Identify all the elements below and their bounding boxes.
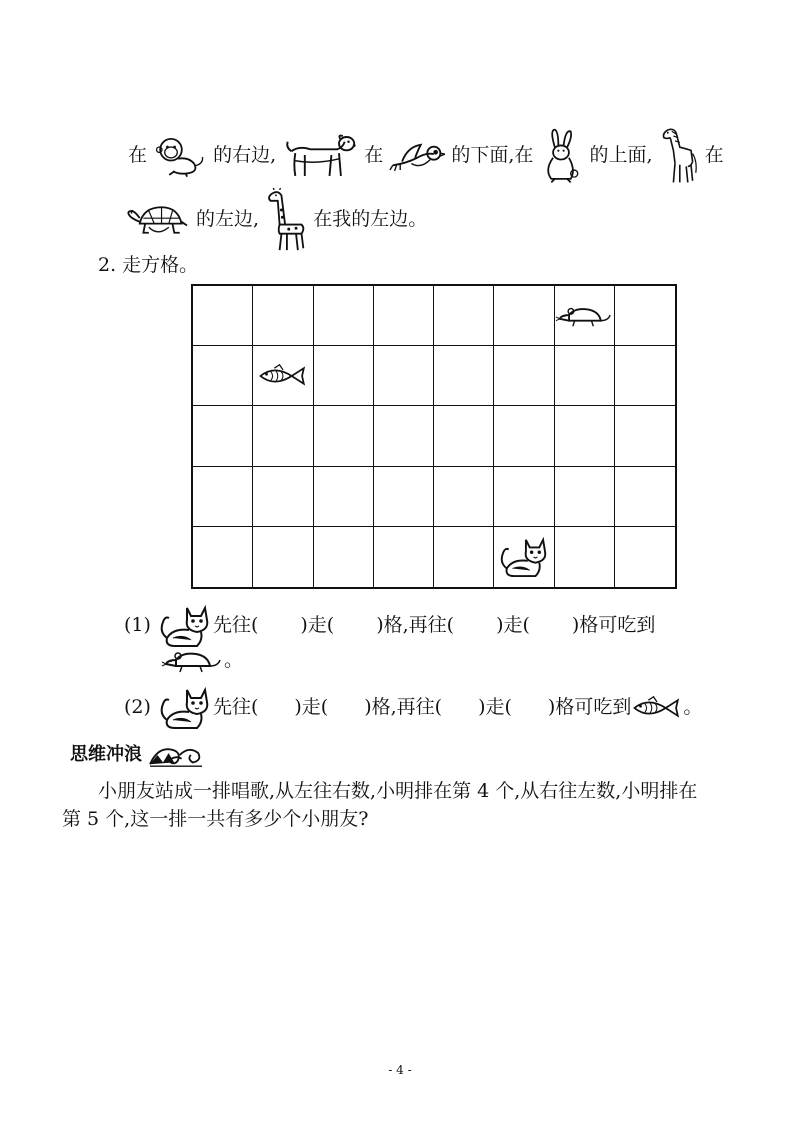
grid-cell: [374, 527, 434, 587]
text-below: 的下面,在: [451, 144, 534, 166]
text-go: )走(: [300, 614, 335, 636]
fish-icon: [631, 695, 683, 721]
mouse-icon: [160, 646, 224, 676]
text-first-go: 先往(: [212, 696, 259, 718]
text-zai: 在: [364, 144, 384, 166]
grid-cell: [314, 286, 374, 346]
grid-cell: [434, 527, 494, 587]
text-zai: 在: [128, 144, 148, 166]
text-go: )走(: [294, 696, 329, 718]
grid-cell: [193, 467, 253, 527]
text-period: 。: [224, 649, 244, 671]
text-right-side: 的右边,: [213, 144, 277, 166]
thinking-heading: [70, 742, 204, 768]
grid-cell: [314, 467, 374, 527]
cat-icon: [157, 686, 213, 730]
section-title: 思维冲浪: [70, 744, 142, 765]
dog-icon: [282, 132, 358, 180]
grid-cell: [193, 346, 253, 406]
grid-cell: [314, 406, 374, 466]
grid-cell: [555, 467, 615, 527]
text-grid-then: )格,再往(: [364, 696, 443, 718]
monkey-icon: [153, 133, 207, 179]
grid-cell: [253, 346, 313, 406]
text-my-left: 在我的左边。: [313, 208, 428, 230]
q2-part1-target: [160, 646, 243, 676]
grid-cell: [434, 346, 494, 406]
text-zai: 在: [704, 144, 724, 166]
grid-cell: [615, 406, 675, 466]
grid-cell: [374, 286, 434, 346]
grid-cell: [494, 467, 554, 527]
grid-cell: [374, 346, 434, 406]
thinking-para-line1: 小朋友站成一排唱歌,从左往右数,小明排在第 4 个,从右往左数,小明排在: [98, 780, 698, 802]
grid-cell: [253, 286, 313, 346]
grid-cell: [555, 406, 615, 466]
grid-cell: [434, 406, 494, 466]
q2-title: 2. 走方格。: [98, 254, 199, 276]
rabbit-icon: [539, 127, 583, 185]
grid-cell: [494, 346, 554, 406]
text-can-eat: )格可吃到: [547, 696, 632, 718]
grid-cell: [253, 406, 313, 466]
giraffe-icon: [265, 188, 307, 252]
text-grid-then: )格,再往(: [376, 614, 455, 636]
thinking-para-line2: 第 5 个,这一排一共有多少个小朋友?: [62, 808, 369, 830]
bird-icon: [389, 137, 445, 175]
text-go: )走(: [478, 696, 512, 718]
grid-cell: [615, 467, 675, 527]
fish-icon: [257, 363, 309, 389]
grid-cell: [494, 286, 554, 346]
grid-cell: [434, 286, 494, 346]
cat-icon: [497, 536, 551, 578]
grid-cell: [615, 527, 675, 587]
grid-cell: [314, 527, 374, 587]
text-can-eat: )格可吃到: [571, 614, 656, 636]
horse-icon: [659, 124, 699, 188]
grid-cell: [193, 406, 253, 466]
grid-cell: [253, 527, 313, 587]
grid-cell: [555, 346, 615, 406]
q1-line2: [124, 188, 427, 252]
text-go: )走(: [496, 614, 530, 636]
turtle-icon: [124, 200, 190, 240]
q2-part1: [124, 604, 655, 648]
part-number: (2): [124, 696, 151, 718]
text-period: 。: [683, 696, 703, 718]
mouse-icon: [555, 302, 613, 330]
q2-part2: [124, 686, 702, 730]
text-first-go: 先往(: [212, 614, 259, 636]
grid-cell: [494, 406, 554, 466]
grid-cell: [193, 286, 253, 346]
page-number: - 4 -: [388, 1063, 412, 1077]
walking-grid: [191, 284, 677, 589]
q1-line1: [128, 124, 724, 188]
grid-cell: [193, 527, 253, 587]
text-above: 的上面,: [589, 144, 653, 166]
grid-cell: [314, 346, 374, 406]
grid-cell: [253, 467, 313, 527]
grid-cell: [374, 406, 434, 466]
grid-cell: [615, 286, 675, 346]
wave-icon: [148, 742, 204, 768]
grid-cell: [615, 346, 675, 406]
grid-cell: [555, 527, 615, 587]
grid-cell: [555, 286, 615, 346]
grid-cell: [374, 467, 434, 527]
text-left-side: 的左边,: [196, 208, 260, 230]
cat-icon: [157, 604, 213, 648]
grid-cell: [494, 527, 554, 587]
part-number: (1): [124, 614, 151, 636]
grid-cells: [191, 284, 677, 589]
grid-cell: [434, 467, 494, 527]
